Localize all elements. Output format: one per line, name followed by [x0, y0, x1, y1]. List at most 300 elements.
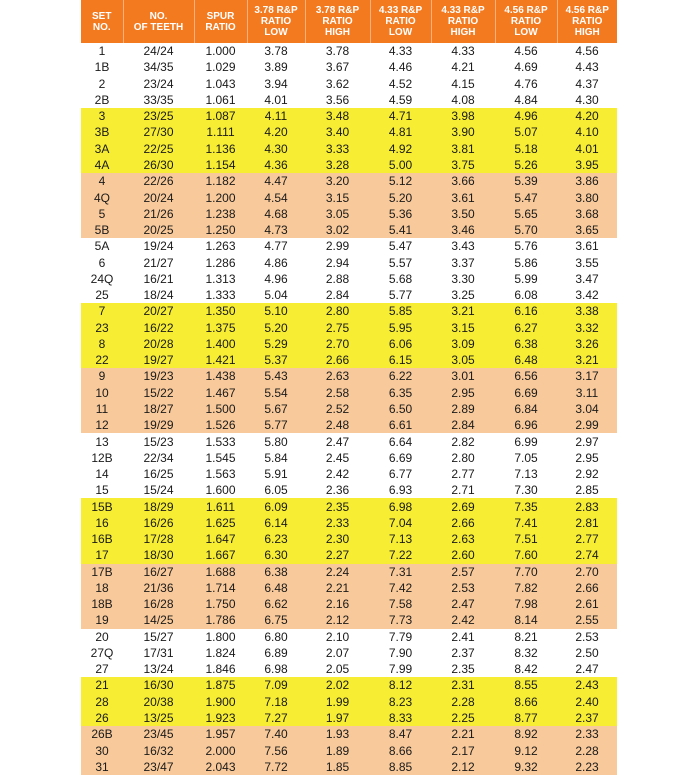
- ratio-378-low-cell: 5.04: [247, 287, 305, 303]
- set-no-cell: 16: [81, 515, 123, 531]
- ratio-378-high-cell: 3.15: [305, 189, 370, 205]
- ratio-433-high-cell: 2.77: [431, 466, 495, 482]
- ratio-433-high-cell: 2.12: [431, 759, 495, 775]
- ratio-456-high-cell: 2.33: [557, 726, 617, 742]
- ratio-456-high-cell: 3.26: [557, 336, 617, 352]
- ratio-456-high-cell: 3.38: [557, 303, 617, 319]
- ratio-433-high-cell: 2.80: [431, 450, 495, 466]
- ratio-433-low-cell: 5.00: [370, 157, 431, 173]
- ratio-378-low-cell: 5.10: [247, 303, 305, 319]
- ratio-378-high-cell: 3.02: [305, 222, 370, 238]
- ratio-456-low-cell: 5.26: [495, 157, 557, 173]
- spur-ratio-cell: 1.647: [194, 531, 247, 547]
- ratio-433-low-cell: 7.99: [370, 661, 431, 677]
- ratio-456-low-cell: 8.66: [495, 694, 557, 710]
- header-line: 3.78 R&P: [315, 5, 360, 16]
- ratio-456-low-cell: 8.21: [495, 629, 557, 645]
- ratio-456-high-cell: 3.65: [557, 222, 617, 238]
- table-row: [81, 222, 617, 238]
- table-row: [81, 482, 617, 498]
- ratio-456-low-cell: 6.69: [495, 385, 557, 401]
- header-line: HIGH: [574, 27, 600, 38]
- spur-ratio-cell: 1.182: [194, 173, 247, 189]
- ratio-433-low-cell: 7.42: [370, 580, 431, 596]
- header-line: HIGH: [325, 27, 350, 38]
- set-no-cell: 14: [81, 466, 123, 482]
- table-row: [81, 271, 617, 287]
- ratio-456-high-cell: 3.17: [557, 368, 617, 384]
- table-row: [81, 206, 617, 222]
- set-no-cell: 22: [81, 352, 123, 368]
- gear-ratio-table: [81, 0, 617, 775]
- ratio-378-high-cell: 2.47: [305, 433, 370, 449]
- table-row: [81, 498, 617, 514]
- ratio-378-low-cell: 3.78: [247, 43, 305, 59]
- teeth-cell: 13/25: [123, 710, 194, 726]
- header-line: 4.33 R&P: [441, 5, 485, 16]
- set-no-cell: 9: [81, 368, 123, 384]
- ratio-433-low-cell: 4.46: [370, 59, 431, 75]
- ratio-433-low-cell: 5.36: [370, 206, 431, 222]
- ratio-456-high-cell: 4.56: [557, 43, 617, 59]
- table-row: [81, 108, 617, 124]
- ratio-378-low-cell: 7.56: [247, 742, 305, 758]
- spur-ratio-cell: 1.350: [194, 303, 247, 319]
- ratio-433-low-cell: 7.22: [370, 547, 431, 563]
- teeth-cell: 34/35: [123, 59, 194, 75]
- ratio-433-high-cell: 2.25: [431, 710, 495, 726]
- header-line: LOW: [264, 27, 288, 38]
- ratio-378-low-cell: 6.80: [247, 629, 305, 645]
- spur-ratio-cell: 1.286: [194, 254, 247, 270]
- spur-ratio-cell: 1.786: [194, 612, 247, 628]
- ratio-433-high-cell: 3.75: [431, 157, 495, 173]
- ratio-378-low-cell: 6.30: [247, 547, 305, 563]
- ratio-433-low-cell: 6.69: [370, 450, 431, 466]
- ratio-456-high-cell: 3.11: [557, 385, 617, 401]
- ratio-456-high-cell: 3.47: [557, 271, 617, 287]
- ratio-378-high-cell: 2.35: [305, 498, 370, 514]
- table-row: [81, 287, 617, 303]
- ratio-378-high-cell: 2.80: [305, 303, 370, 319]
- table-row: [81, 450, 617, 466]
- set-no-cell: 3A: [81, 141, 123, 157]
- set-no-cell: 27: [81, 661, 123, 677]
- ratio-456-low-cell: 4.84: [495, 92, 557, 108]
- spur-ratio-header: [194, 0, 247, 43]
- ratio-378-high-cell: 2.10: [305, 629, 370, 645]
- set-no-cell: 11: [81, 401, 123, 417]
- ratio-456-low-cell: 4.69: [495, 59, 557, 75]
- ratio-378-low-cell: 7.09: [247, 677, 305, 693]
- teeth-cell: 15/27: [123, 629, 194, 645]
- set-no-cell: 4: [81, 173, 123, 189]
- ratio-433-high-cell: 3.46: [431, 222, 495, 238]
- header-line: 4.56 R&P: [504, 5, 548, 16]
- ratio-456-high-cell: 3.61: [557, 238, 617, 254]
- ratio-456-low-cell: 7.13: [495, 466, 557, 482]
- ratio-456-low-cell: 7.70: [495, 564, 557, 580]
- table-row: [81, 596, 617, 612]
- teeth-cell: 20/38: [123, 694, 194, 710]
- ratio-433-high-cell: 3.61: [431, 189, 495, 205]
- ratio-378-low-cell: 5.77: [247, 417, 305, 433]
- ratio-378-high-cell: 2.02: [305, 677, 370, 693]
- ratio-456-high-cell: 2.66: [557, 580, 617, 596]
- teeth-cell: 20/28: [123, 336, 194, 352]
- ratio-433-low-cell: 6.22: [370, 368, 431, 384]
- ratio-456-low-cell: 5.39: [495, 173, 557, 189]
- teeth-cell: 16/22: [123, 320, 194, 336]
- 456-low-header: [495, 0, 557, 43]
- ratio-456-low-cell: 5.18: [495, 141, 557, 157]
- header-line: RATIO: [385, 16, 416, 27]
- table-row: [81, 157, 617, 173]
- ratio-378-high-cell: 2.05: [305, 661, 370, 677]
- ratio-456-low-cell: 7.51: [495, 531, 557, 547]
- ratio-456-low-cell: 8.32: [495, 645, 557, 661]
- header-line: LOW: [514, 27, 538, 38]
- ratio-378-high-cell: 3.20: [305, 173, 370, 189]
- header-line: SPUR: [206, 10, 235, 22]
- ratio-378-high-cell: 1.97: [305, 710, 370, 726]
- header-line: NO.: [92, 21, 111, 33]
- ratio-456-high-cell: 3.55: [557, 254, 617, 270]
- set-no-cell: 4Q: [81, 189, 123, 205]
- ratio-433-high-cell: 4.08: [431, 92, 495, 108]
- spur-ratio-cell: 1.563: [194, 466, 247, 482]
- set-no-cell: 12: [81, 417, 123, 433]
- ratio-378-low-cell: 3.94: [247, 76, 305, 92]
- ratio-378-high-cell: 3.05: [305, 206, 370, 222]
- set-no-cell: 15: [81, 482, 123, 498]
- spur-ratio-cell: 1.500: [194, 401, 247, 417]
- ratio-456-low-cell: 7.05: [495, 450, 557, 466]
- teeth-cell: 16/27: [123, 564, 194, 580]
- teeth-cell: 20/24: [123, 189, 194, 205]
- header-line: NO.: [149, 10, 168, 22]
- set-no-header: [81, 0, 123, 43]
- teeth-cell: 22/25: [123, 141, 194, 157]
- 378-high-header: [305, 0, 370, 43]
- table-row: [81, 352, 617, 368]
- ratio-378-low-cell: 5.54: [247, 385, 305, 401]
- set-no-cell: 6: [81, 254, 123, 270]
- spur-ratio-cell: 1.250: [194, 222, 247, 238]
- ratio-433-low-cell: 8.23: [370, 694, 431, 710]
- ratio-378-low-cell: 6.09: [247, 498, 305, 514]
- teeth-cell: 23/24: [123, 76, 194, 92]
- ratio-433-high-cell: 2.89: [431, 401, 495, 417]
- ratio-378-low-cell: 3.89: [247, 59, 305, 75]
- ratio-456-high-cell: 4.10: [557, 124, 617, 140]
- set-no-cell: 17: [81, 547, 123, 563]
- set-no-cell: 19: [81, 612, 123, 628]
- ratio-456-low-cell: 9.12: [495, 742, 557, 758]
- table-row: [81, 173, 617, 189]
- ratio-378-high-cell: 2.36: [305, 482, 370, 498]
- ratio-433-high-cell: 3.15: [431, 320, 495, 336]
- table-row: [81, 661, 617, 677]
- ratio-433-high-cell: 4.15: [431, 76, 495, 92]
- ratio-456-low-cell: 9.32: [495, 759, 557, 775]
- ratio-378-low-cell: 4.36: [247, 157, 305, 173]
- set-no-cell: 20: [81, 629, 123, 645]
- set-no-cell: 3B: [81, 124, 123, 140]
- ratio-456-high-cell: 2.47: [557, 661, 617, 677]
- ratio-433-high-cell: 3.43: [431, 238, 495, 254]
- teeth-cell: 20/25: [123, 222, 194, 238]
- ratio-378-low-cell: 6.75: [247, 612, 305, 628]
- spur-ratio-cell: 1.923: [194, 710, 247, 726]
- ratio-433-low-cell: 8.85: [370, 759, 431, 775]
- teeth-cell: 27/30: [123, 124, 194, 140]
- teeth-cell: 18/30: [123, 547, 194, 563]
- teeth-cell: 21/36: [123, 580, 194, 596]
- set-no-cell: 8: [81, 336, 123, 352]
- teeth-cell: 16/21: [123, 271, 194, 287]
- table-row: [81, 303, 617, 319]
- teeth-cell: 16/30: [123, 677, 194, 693]
- ratio-378-high-cell: 3.48: [305, 108, 370, 124]
- header-line: 4.56 R&P: [565, 5, 609, 16]
- set-no-cell: 28: [81, 694, 123, 710]
- header-row: [81, 0, 617, 43]
- ratio-378-high-cell: 2.63: [305, 368, 370, 384]
- ratio-433-high-cell: 3.21: [431, 303, 495, 319]
- ratio-378-low-cell: 6.48: [247, 580, 305, 596]
- ratio-456-high-cell: 2.40: [557, 694, 617, 710]
- table-row: [81, 466, 617, 482]
- ratio-456-high-cell: 2.61: [557, 596, 617, 612]
- ratio-433-low-cell: 6.64: [370, 433, 431, 449]
- table-row: [81, 629, 617, 645]
- spur-ratio-cell: 1.263: [194, 238, 247, 254]
- ratio-378-high-cell: 2.42: [305, 466, 370, 482]
- ratio-433-high-cell: 2.35: [431, 661, 495, 677]
- ratio-456-high-cell: 2.92: [557, 466, 617, 482]
- teeth-cell: 16/28: [123, 596, 194, 612]
- spur-ratio-cell: 1.313: [194, 271, 247, 287]
- ratio-378-high-cell: 2.66: [305, 352, 370, 368]
- table-row: [81, 385, 617, 401]
- table-row: [81, 336, 617, 352]
- ratio-433-high-cell: 3.81: [431, 141, 495, 157]
- spur-ratio-cell: 1.900: [194, 694, 247, 710]
- table-row: [81, 710, 617, 726]
- table-row: [81, 320, 617, 336]
- ratio-433-low-cell: 8.47: [370, 726, 431, 742]
- header-line: HIGH: [450, 27, 476, 38]
- ratio-456-low-cell: 7.30: [495, 482, 557, 498]
- table-body: [81, 43, 617, 775]
- ratio-378-high-cell: 2.24: [305, 564, 370, 580]
- ratio-456-low-cell: 6.08: [495, 287, 557, 303]
- table-row: [81, 368, 617, 384]
- spur-ratio-cell: 1.824: [194, 645, 247, 661]
- ratio-456-high-cell: 3.21: [557, 352, 617, 368]
- ratio-378-low-cell: 7.72: [247, 759, 305, 775]
- set-no-cell: 7: [81, 303, 123, 319]
- spur-ratio-cell: 1.714: [194, 580, 247, 596]
- ratio-433-high-cell: 3.09: [431, 336, 495, 352]
- 456-high-header: [557, 0, 617, 43]
- 433-low-header: [370, 0, 431, 43]
- spur-ratio-cell: 1.000: [194, 43, 247, 59]
- ratio-433-low-cell: 4.71: [370, 108, 431, 124]
- ratio-378-high-cell: 2.58: [305, 385, 370, 401]
- teeth-cell: 33/35: [123, 92, 194, 108]
- header-line: SET: [92, 10, 112, 22]
- table-row: [81, 238, 617, 254]
- 378-low-header: [247, 0, 305, 43]
- table-row: [81, 76, 617, 92]
- teeth-cell: 15/23: [123, 433, 194, 449]
- ratio-456-high-cell: 2.55: [557, 612, 617, 628]
- teeth-cell: 26/30: [123, 157, 194, 173]
- spur-ratio-cell: 1.800: [194, 629, 247, 645]
- set-no-cell: 21: [81, 677, 123, 693]
- teeth-cell: 14/25: [123, 612, 194, 628]
- ratio-456-high-cell: 4.37: [557, 76, 617, 92]
- teeth-cell: 16/32: [123, 742, 194, 758]
- spur-ratio-cell: 1.154: [194, 157, 247, 173]
- header-line: OF TEETH: [133, 21, 184, 33]
- ratio-378-high-cell: 2.07: [305, 645, 370, 661]
- ratio-433-high-cell: 2.63: [431, 531, 495, 547]
- header-line: RATIO: [572, 16, 603, 27]
- ratio-378-low-cell: 5.37: [247, 352, 305, 368]
- ratio-433-high-cell: 2.21: [431, 726, 495, 742]
- set-no-cell: 24Q: [81, 271, 123, 287]
- ratio-378-low-cell: 6.62: [247, 596, 305, 612]
- ratio-433-low-cell: 8.33: [370, 710, 431, 726]
- set-no-cell: 15B: [81, 498, 123, 514]
- header-line: RATIO: [510, 16, 542, 27]
- teeth-cell: 23/47: [123, 759, 194, 775]
- table-header: [81, 0, 617, 43]
- ratio-456-low-cell: 5.99: [495, 271, 557, 287]
- ratio-456-high-cell: 2.74: [557, 547, 617, 563]
- ratio-433-low-cell: 5.77: [370, 287, 431, 303]
- header-line: RATIO: [447, 16, 479, 27]
- ratio-433-low-cell: 6.98: [370, 498, 431, 514]
- ratio-378-high-cell: 2.48: [305, 417, 370, 433]
- ratio-378-low-cell: 5.29: [247, 336, 305, 352]
- set-no-cell: 2B: [81, 92, 123, 108]
- table-row: [81, 759, 617, 775]
- set-no-cell: 17B: [81, 564, 123, 580]
- ratio-456-low-cell: 8.55: [495, 677, 557, 693]
- ratio-433-high-cell: 3.98: [431, 108, 495, 124]
- header-line: RATIO: [205, 21, 236, 33]
- spur-ratio-cell: 1.087: [194, 108, 247, 124]
- ratio-378-low-cell: 4.20: [247, 124, 305, 140]
- table-row: [81, 254, 617, 270]
- ratio-378-low-cell: 4.96: [247, 271, 305, 287]
- ratio-433-high-cell: 4.21: [431, 59, 495, 75]
- ratio-433-high-cell: 4.33: [431, 43, 495, 59]
- teeth-cell: 22/26: [123, 173, 194, 189]
- ratio-456-high-cell: 4.20: [557, 108, 617, 124]
- ratio-456-low-cell: 6.38: [495, 336, 557, 352]
- ratio-433-low-cell: 4.59: [370, 92, 431, 108]
- header-line: RATIO: [322, 16, 353, 27]
- ratio-456-high-cell: 2.83: [557, 498, 617, 514]
- ratio-378-high-cell: 2.52: [305, 401, 370, 417]
- ratio-433-low-cell: 4.81: [370, 124, 431, 140]
- ratio-378-high-cell: 2.33: [305, 515, 370, 531]
- ratio-378-low-cell: 6.38: [247, 564, 305, 580]
- gear-ratio-chart: [81, 0, 617, 774]
- ratio-456-low-cell: 7.98: [495, 596, 557, 612]
- ratio-378-high-cell: 2.27: [305, 547, 370, 563]
- teeth-cell: 18/29: [123, 498, 194, 514]
- ratio-433-low-cell: 5.85: [370, 303, 431, 319]
- spur-ratio-cell: 1.957: [194, 726, 247, 742]
- ratio-433-high-cell: 2.31: [431, 677, 495, 693]
- ratio-433-high-cell: 2.84: [431, 417, 495, 433]
- ratio-378-low-cell: 4.54: [247, 189, 305, 205]
- ratio-378-high-cell: 2.99: [305, 238, 370, 254]
- ratio-456-high-cell: 3.68: [557, 206, 617, 222]
- teeth-cell: 20/27: [123, 303, 194, 319]
- spur-ratio-cell: 1.238: [194, 206, 247, 222]
- ratio-378-low-cell: 4.30: [247, 141, 305, 157]
- ratio-433-high-cell: 3.37: [431, 254, 495, 270]
- ratio-433-high-cell: 3.01: [431, 368, 495, 384]
- ratio-456-low-cell: 8.92: [495, 726, 557, 742]
- ratio-456-high-cell: 2.37: [557, 710, 617, 726]
- table-row: [81, 531, 617, 547]
- no-of-teeth-header: [123, 0, 194, 43]
- 433-high-header: [431, 0, 495, 43]
- ratio-456-low-cell: 6.99: [495, 433, 557, 449]
- ratio-378-high-cell: 1.93: [305, 726, 370, 742]
- ratio-378-high-cell: 3.33: [305, 141, 370, 157]
- ratio-456-low-cell: 7.35: [495, 498, 557, 514]
- spur-ratio-cell: 1.545: [194, 450, 247, 466]
- ratio-378-high-cell: 1.99: [305, 694, 370, 710]
- ratio-433-low-cell: 5.20: [370, 189, 431, 205]
- ratio-456-low-cell: 6.48: [495, 352, 557, 368]
- ratio-456-low-cell: 8.77: [495, 710, 557, 726]
- table-row: [81, 401, 617, 417]
- ratio-378-high-cell: 2.16: [305, 596, 370, 612]
- table-row: [81, 645, 617, 661]
- ratio-433-low-cell: 6.50: [370, 401, 431, 417]
- ratio-378-high-cell: 3.67: [305, 59, 370, 75]
- set-no-cell: 26: [81, 710, 123, 726]
- ratio-378-low-cell: 6.05: [247, 482, 305, 498]
- teeth-cell: 21/26: [123, 206, 194, 222]
- ratio-378-high-cell: 1.89: [305, 742, 370, 758]
- set-no-cell: 26B: [81, 726, 123, 742]
- ratio-378-low-cell: 4.47: [247, 173, 305, 189]
- ratio-378-high-cell: 2.84: [305, 287, 370, 303]
- table-row: [81, 433, 617, 449]
- table-row: [81, 141, 617, 157]
- ratio-378-low-cell: 7.18: [247, 694, 305, 710]
- ratio-378-high-cell: 2.70: [305, 336, 370, 352]
- spur-ratio-cell: 1.061: [194, 92, 247, 108]
- spur-ratio-cell: 1.611: [194, 498, 247, 514]
- ratio-433-low-cell: 7.58: [370, 596, 431, 612]
- ratio-433-high-cell: 2.82: [431, 433, 495, 449]
- table-row: [81, 564, 617, 580]
- ratio-456-low-cell: 6.96: [495, 417, 557, 433]
- ratio-433-low-cell: 7.90: [370, 645, 431, 661]
